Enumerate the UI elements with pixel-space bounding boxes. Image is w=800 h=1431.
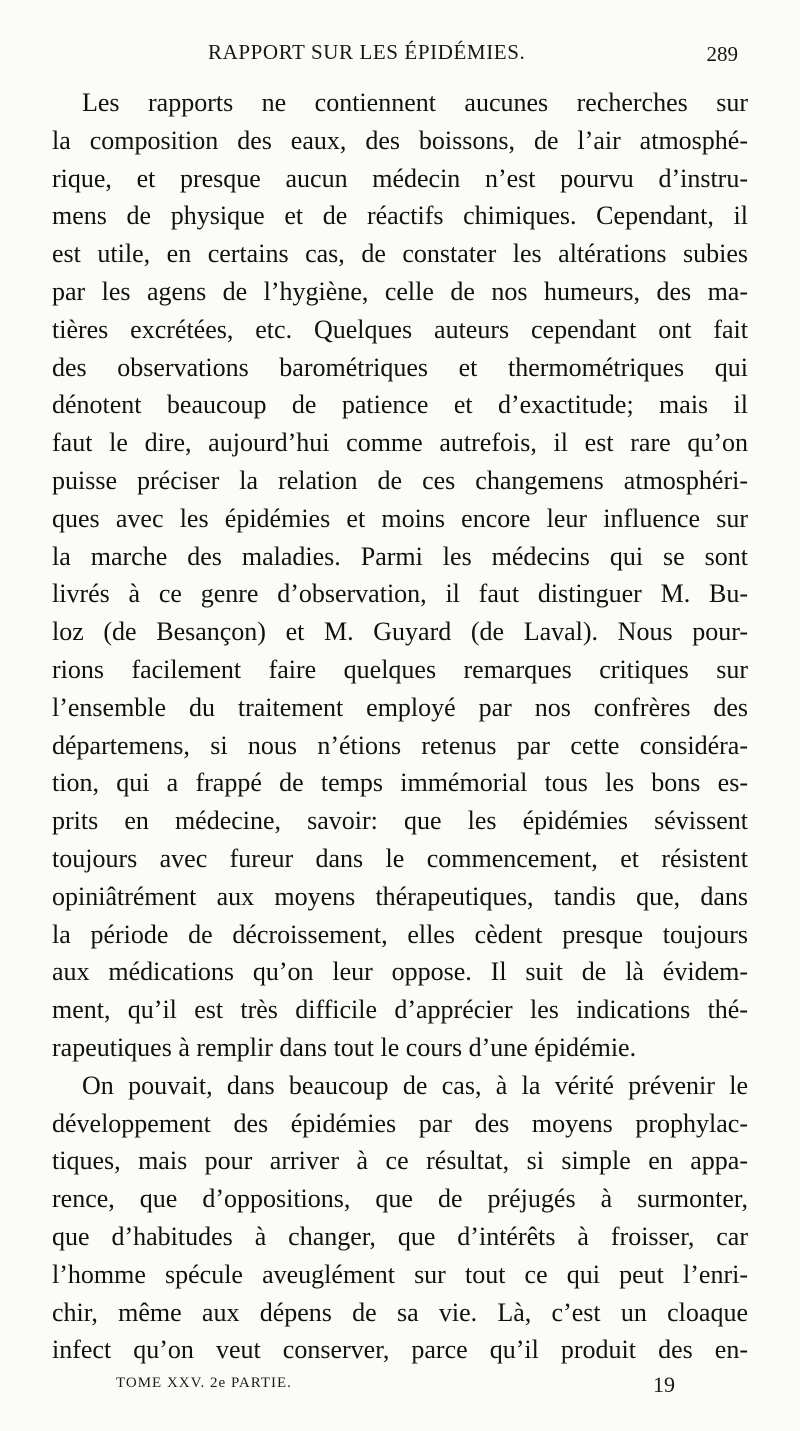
page-number: 289 bbox=[706, 42, 738, 66]
text-line: infect qu’on veut conserver, parce qu’il produit des en- bbox=[52, 1335, 748, 1365]
paragraph-2 bbox=[52, 1067, 748, 1369]
text-line: est utile, en certains cas, de constater les altérations subies bbox=[52, 239, 748, 269]
text-line: tion, qui a frappé de temps immémorial tous les bons es- bbox=[52, 768, 748, 798]
text-line: opiniâtrément aux moyens thérapeutiques, tandis que, dans bbox=[52, 881, 748, 911]
text-line: puisse préciser la relation de ces changemens atmosphéri- bbox=[52, 465, 748, 495]
text-line: des observations barométriques et thermométriques qui bbox=[52, 352, 748, 382]
paragraph-1 bbox=[52, 84, 748, 1067]
text-line: mens de physique et de réactifs chimiques. Cependant, il bbox=[52, 201, 748, 231]
text-line: développement des épidémies par des moyens prophylac- bbox=[52, 1108, 748, 1138]
text-line: faut le dire, aujourd’hui comme autrefois, il est rare qu’on bbox=[52, 428, 748, 458]
text-line: rions facilement faire quelques remarques critiques sur bbox=[52, 654, 748, 684]
signature-mark: 19 bbox=[653, 1372, 675, 1397]
text-line: aux médications qu’on leur oppose. Il suit de là évidem- bbox=[52, 957, 748, 987]
text-line: tiques, mais pour arriver à ce résultat, si simple en appa- bbox=[52, 1146, 748, 1176]
text-line: départemens, si nous n’étions retenus par cette considéra- bbox=[52, 730, 748, 760]
page-header bbox=[48, 40, 738, 74]
body-text bbox=[52, 84, 748, 1369]
text-line: On pouvait, dans beaucoup de cas, à la vérité prévenir le bbox=[82, 1070, 748, 1100]
text-line: ques avec les épidémies et moins encore leur influence sur bbox=[52, 503, 748, 533]
text-line: la composition des eaux, des boissons, de l’air atmosphé- bbox=[52, 125, 748, 155]
text-line: prits en médecine, savoir: que les épidémies sévissent bbox=[52, 806, 748, 836]
text-line: loz (de Besançon) et M. Guyard (de Laval). Nous pour- bbox=[52, 617, 748, 647]
text-line: rence, que d’oppositions, que de préjugés à surmonter, bbox=[52, 1184, 748, 1214]
text-line: la période de décroissement, elles cèdent presque toujours bbox=[52, 919, 748, 949]
text-line: la marche des maladies. Parmi les médecins qui se sont bbox=[52, 541, 748, 571]
text-line: l’homme spécule aveuglément sur tout ce qui peut l’enri- bbox=[52, 1259, 748, 1289]
page-footer bbox=[116, 1372, 675, 1400]
text-line: livrés à ce genre d’observation, il faut distinguer M. Bu- bbox=[52, 579, 748, 609]
text-line: tières excrétées, etc. Quelques auteurs cependant ont fait bbox=[52, 314, 748, 344]
text-line: que d’habitudes à changer, que d’intérêts à froisser, car bbox=[52, 1221, 748, 1251]
text-line: par les agens de l’hygiène, celle de nos humeurs, des ma- bbox=[52, 276, 748, 306]
text-line: toujours avec fureur dans le commencement, et résistent bbox=[52, 843, 748, 873]
tome-label: TOME XXV. 2e PARTIE. bbox=[116, 1375, 292, 1391]
text-line: ment, qu’il est très difficile d’apprécier les indications thé- bbox=[52, 995, 748, 1025]
text-line: Les rapports ne contiennent aucunes recherches sur bbox=[82, 88, 748, 117]
text-line: l’ensemble du traitement employé par nos confrères des bbox=[52, 692, 748, 722]
text-line: chir, même aux dépens de sa vie. Là, c’est un cloaque bbox=[52, 1297, 748, 1327]
text-line: rapeutiques à remplir dans tout le cours d’une épidémie. bbox=[52, 1032, 637, 1062]
text-line: rique, et presque aucun médecin n’est pourvu d’instru- bbox=[52, 163, 748, 193]
running-title: RAPPORT SUR LES ÉPIDÉMIES. bbox=[208, 40, 526, 64]
text-line: dénotent beaucoup de patience et d’exactitude; mais il bbox=[52, 390, 748, 420]
